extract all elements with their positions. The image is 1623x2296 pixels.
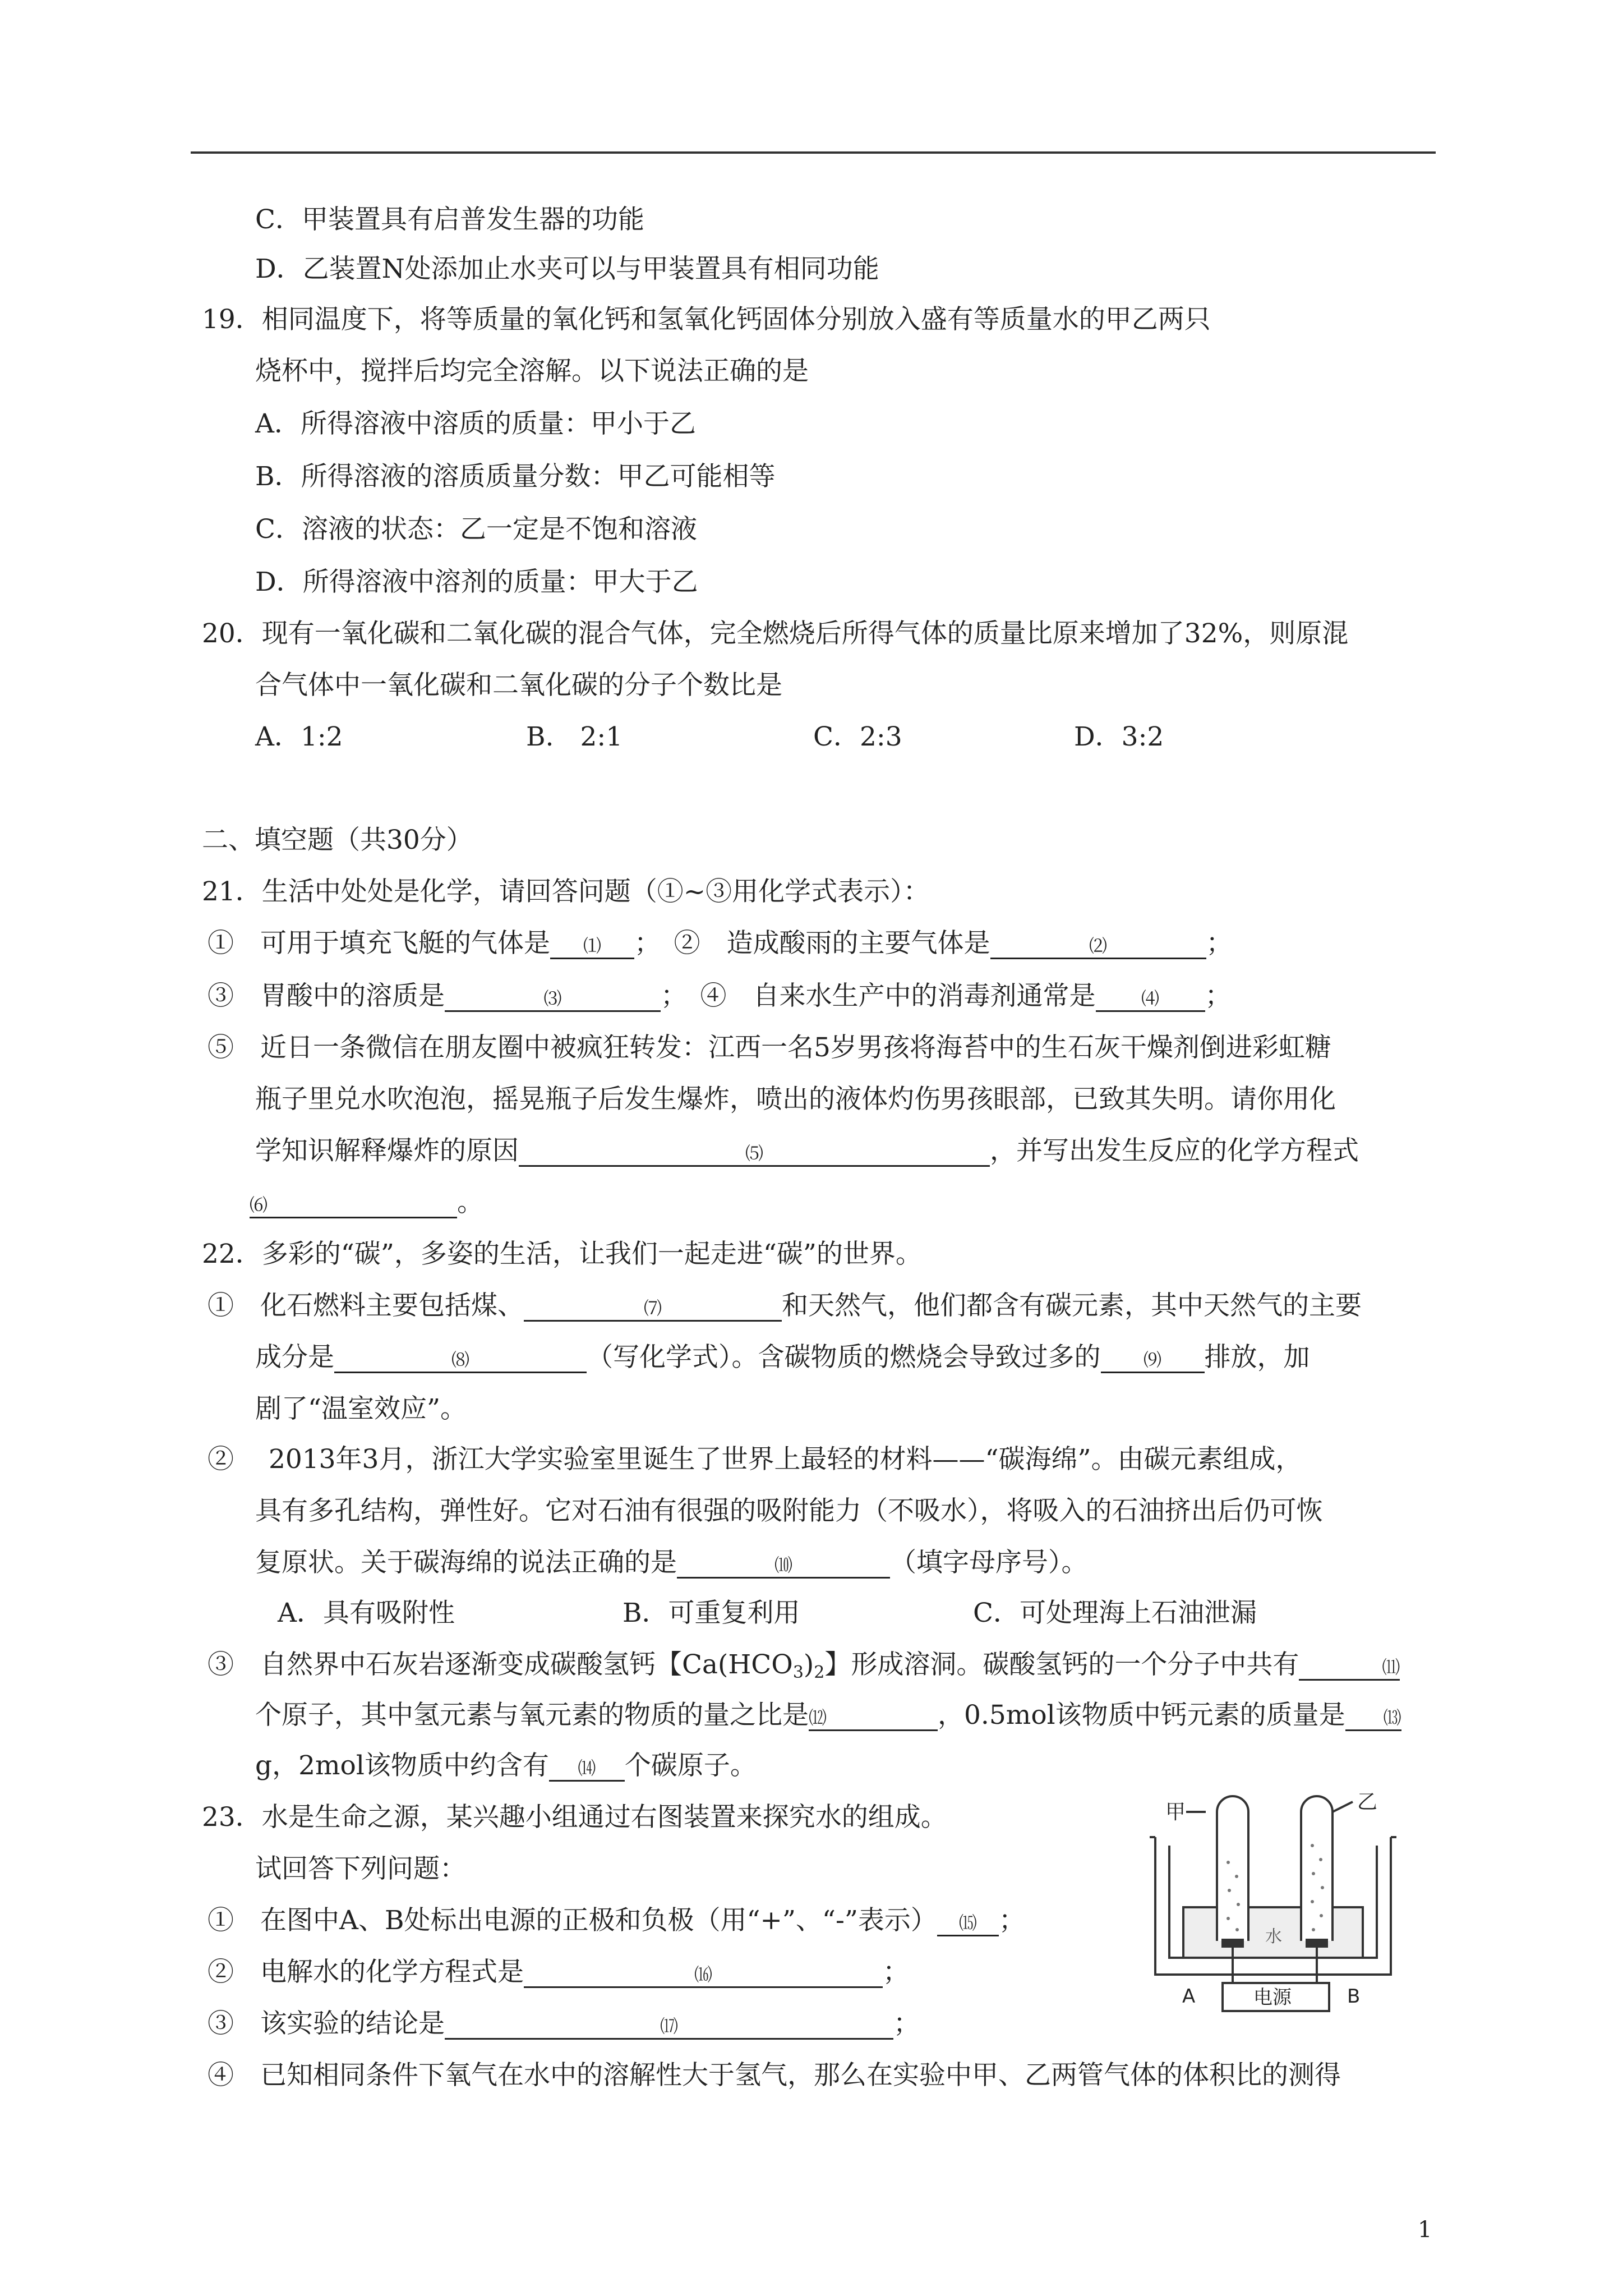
answer-blank-16[interactable]	[524, 1956, 883, 1988]
q22-item2-line1: ② 2013年3月，浙江大学实验室里诞生了世界上最轻的材料——“碳海绵”。由碳元素组成，	[208, 1444, 1302, 1475]
q22-item3-text-end: 】形成溶洞。碳酸氢钙的一个分子中共有	[824, 1649, 1299, 1680]
answer-blank-14[interactable]	[549, 1750, 625, 1782]
blank-number: ⒃	[694, 1964, 712, 1985]
q22-item3-text: 个原子，其中氢元素与氧元素的物质的量之比是	[255, 1700, 809, 1731]
page-number: 1	[1418, 2217, 1432, 2243]
q21-item5-line4	[250, 1186, 483, 1220]
answer-blank-13[interactable]	[1345, 1699, 1401, 1731]
label-b: B	[1347, 1985, 1361, 2008]
q21-item3-text: ③ 胃酸中的溶质是	[208, 981, 445, 1011]
blank-number: ⒀	[1383, 1707, 1401, 1728]
q22-item1-text-end: 排放，加	[1204, 1342, 1310, 1373]
answer-blank-3[interactable]	[445, 980, 661, 1012]
answer-blank-9[interactable]	[1101, 1341, 1205, 1373]
section-title: 二、填空题（共30分）	[202, 825, 473, 855]
label-power-supply: 电源	[1253, 1986, 1292, 2009]
q18-option-c: C．甲装置具有启普发生器的功能	[255, 204, 644, 235]
blank-number: ⑾	[1382, 1657, 1400, 1678]
q22-item3-line3	[255, 1749, 757, 1783]
q21-item5-line2: 瓶子里兑水吹泡泡，摇晃瓶子后发生爆炸，喷出的液体灼伤男孩眼部，已致其失明。请你用化	[255, 1084, 1336, 1115]
q19-stem-line2: 烧杯中，搅拌后均完全溶解。以下说法正确的是	[255, 356, 809, 386]
electrode-left	[1223, 1940, 1243, 1947]
q21-item5-line3	[255, 1134, 1359, 1168]
q22-item3-text-mid: ，0.5mol该物质中钙元素的质量是	[938, 1700, 1345, 1731]
q23-item1-text: ① 在图中A、B处标出电源的正极和负极（用“+”、“-”表示）	[208, 1905, 937, 1936]
q21-item1-text: ① 可用于填充飞艇的气体是	[208, 928, 550, 959]
q22-item1-text: ① 化石燃料主要包括煤、	[208, 1290, 524, 1321]
blank-number: ⑹	[250, 1194, 268, 1216]
q19-option-b: B．所得溶液的溶质质量分数：甲乙可能相等	[255, 461, 776, 492]
q20-option-b: B. 2:1	[526, 721, 623, 752]
q19-option-c: C．溶液的状态：乙一定是不饱和溶液	[255, 514, 697, 545]
answer-blank-8[interactable]	[334, 1341, 587, 1373]
q19-option-a: A．所得溶液中溶质的质量：甲小于乙	[255, 408, 696, 439]
answer-blank-17[interactable]	[445, 2008, 893, 2040]
q20-stem-line1: 20．现有一氧化碳和二氧化碳的混合气体，完全燃烧后所得气体的质量比原来增加了32%，则原混	[202, 618, 1349, 649]
q22-item3-line1	[208, 1648, 1400, 1682]
q23-item3	[208, 2007, 920, 2041]
q23-semicolon: ；	[893, 2008, 920, 2039]
q22-option-a: A．具有吸附性	[278, 1598, 455, 1628]
q21-item5-text: 学知识解释爆炸的原因	[255, 1135, 519, 1166]
q23-item1	[208, 1904, 1025, 1938]
q21-semicolon: ；	[1206, 928, 1233, 959]
q20-option-a: A．1:2	[255, 721, 343, 752]
subscript-3: 3	[792, 1663, 804, 1682]
q22-item2-line3	[255, 1546, 1088, 1580]
q22-intro: 22．多彩的“碳”，多姿的生活，让我们一起走进“碳”的世界。	[202, 1239, 922, 1269]
q22-item1-text: 成分是	[255, 1342, 334, 1373]
q22-item1-line3: 剧了“温室效应”。	[255, 1393, 467, 1424]
answer-blank-12[interactable]	[809, 1699, 938, 1731]
q20-option-d: D．3:2	[1074, 721, 1164, 752]
answer-blank-7[interactable]	[524, 1290, 782, 1322]
blank-number: ⑶	[543, 988, 562, 1009]
q22-item3-text: g，2mol该物质中约含有	[255, 1750, 549, 1781]
q23-semicolon: ；	[883, 1957, 909, 1987]
label-yi: 乙	[1357, 1791, 1378, 1814]
blank-number: ⒁	[578, 1757, 596, 1779]
q22-item1-line2	[255, 1341, 1310, 1374]
blank-number: ⑸	[745, 1143, 763, 1164]
label-water: 水	[1265, 1927, 1282, 1947]
answer-blank-11[interactable]	[1299, 1649, 1400, 1681]
q21-item4-text: ； ④ 自来水生产中的消毒剂通常是	[661, 981, 1096, 1011]
q22-option-c: C．可处理海上石油泄漏	[973, 1598, 1257, 1628]
q23-item4: ④ 已知相同条件下氧气在水中的溶解性大于氢气，那么在实验中甲、乙两管气体的体积比的测得	[208, 2060, 1341, 2091]
answer-blank-6[interactable]	[250, 1186, 457, 1218]
q22-item3-text: ③ 自然界中石灰岩逐渐变成碳酸氢钙【Ca(HCO	[208, 1649, 793, 1680]
q22-item3-line2	[255, 1699, 1401, 1732]
q20-option-c: C．2:3	[813, 721, 902, 752]
q18-option-d: D．乙装置N处添加止水夹可以与甲装置具有相同功能	[255, 254, 879, 284]
answer-blank-2[interactable]	[990, 927, 1206, 959]
q19-stem-line1: 19．相同温度下，将等质量的氧化钙和氢氧化钙固体分别放入盛有等质量水的甲乙两只	[202, 304, 1211, 335]
q22-item2-text-end: （填字母序号）。	[890, 1547, 1088, 1578]
blank-number: ⑻	[451, 1349, 469, 1370]
q21-item5-text-end: ，并写出发生反应的化学方程式	[990, 1135, 1359, 1166]
label-jia: 甲	[1165, 1801, 1186, 1824]
answer-blank-10[interactable]	[677, 1547, 890, 1579]
q23-item3-text: ③ 该实验的结论是	[208, 2008, 445, 2039]
q19-option-d: D．所得溶液中溶剂的质量：甲大于乙	[255, 567, 698, 597]
formula-paren: )	[803, 1649, 814, 1680]
blank-number: ⑺	[643, 1297, 662, 1319]
q22-item1-line1	[208, 1289, 1362, 1323]
q22-item2-line2: 具有多孔结构，弹性好。它对石油有很强的吸附能力（不吸水），将吸入的石油挤出后仍可恢	[255, 1496, 1323, 1526]
label-a: A	[1182, 1985, 1196, 2008]
q22-item2-text: 复原状。关于碳海绵的说法正确的是	[255, 1547, 677, 1578]
electrolysis-apparatus-figure	[1138, 1789, 1408, 2014]
label-line-right	[1332, 1802, 1353, 1812]
q21-period: 。	[457, 1187, 483, 1218]
blank-number: ⑷	[1141, 988, 1159, 1009]
header-rule	[191, 151, 1436, 154]
q23-item2	[208, 1955, 909, 1989]
answer-blank-1[interactable]	[550, 927, 634, 959]
tube-left	[1217, 1796, 1248, 1941]
subscript-2: 2	[814, 1663, 825, 1682]
electrode-right	[1307, 1940, 1327, 1947]
q20-stem-line2: 合气体中一氧化碳和二氧化碳的分子个数比是	[255, 670, 782, 701]
q23-prompt: 试回答下列问题：	[255, 1853, 466, 1884]
answer-blank-15[interactable]	[937, 1904, 999, 1936]
q22-item3-text-end: 个碳原子。	[624, 1750, 757, 1781]
blank-number: ⒂	[958, 1912, 977, 1934]
tube-right	[1301, 1796, 1332, 1941]
q21-intro: 21．生活中处处是化学，请回答问题（①~③用化学式表示）：	[202, 876, 930, 907]
q23-intro: 23．水是生命之源，某兴趣小组通过右图装置来探究水的组成。	[202, 1802, 947, 1833]
q23-item2-text: ② 电解水的化学方程式是	[208, 1957, 524, 1987]
q21-item5-line1: ⑤ 近日一条微信在朋友圈中被疯狂转发：江西一名5岁男孩将海苔中的生石灰干燥剂倒进彩虹糖	[208, 1032, 1331, 1063]
answer-blank-4[interactable]	[1096, 980, 1205, 1012]
blank-number: ⑼	[1143, 1349, 1161, 1370]
answer-blank-5[interactable]	[519, 1135, 990, 1167]
q22-item1-text-end: 和天然气，他们都含有碳元素，其中天然气的主要	[782, 1290, 1362, 1321]
q22-item1-text-mid: （写化学式）。含碳物质的燃烧会导致过多的	[587, 1342, 1101, 1373]
blank-number: ⑿	[809, 1707, 827, 1728]
blank-number: ⑵	[1089, 935, 1107, 956]
q22-option-b: B．可重复利用	[623, 1598, 800, 1628]
q23-semicolon: ；	[998, 1905, 1025, 1936]
q21-item2-text: ； ② 造成酸雨的主要气体是	[634, 928, 990, 959]
q21-line-1-2	[208, 927, 1233, 960]
blank-number: ⑴	[583, 935, 601, 956]
q21-line-3-4	[208, 979, 1232, 1013]
blank-number: ⒄	[660, 2016, 678, 2037]
q21-semicolon: ；	[1205, 981, 1232, 1011]
blank-number: ⑽	[774, 1554, 792, 1576]
